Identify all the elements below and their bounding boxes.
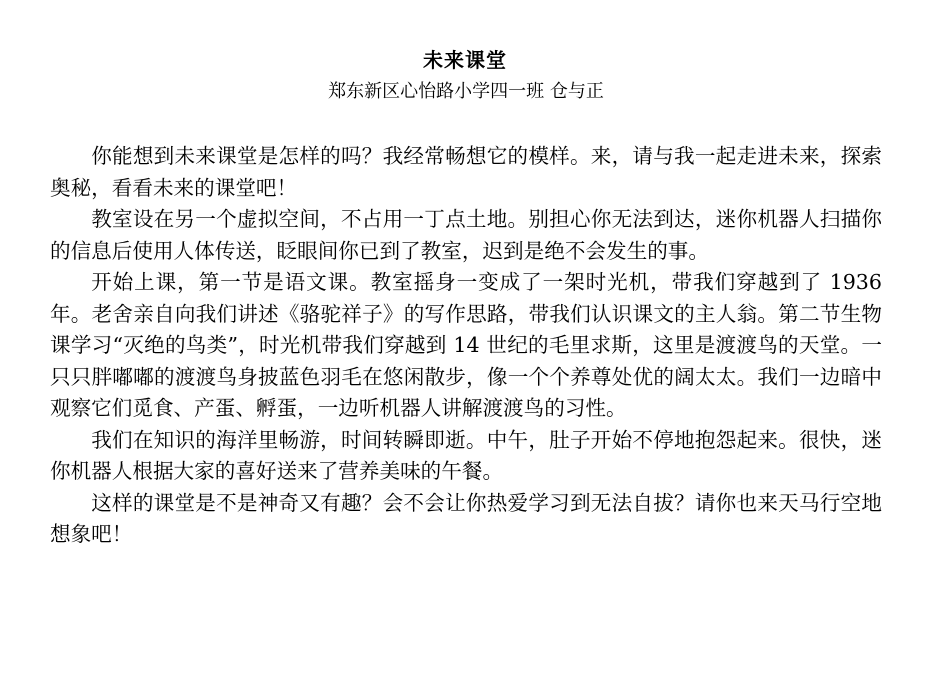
author-byline: 郑东新区心怡路小学四一班 仓与正	[328, 81, 604, 102]
essay-title: 未来课堂	[423, 48, 507, 72]
essay-body	[50, 141, 882, 551]
paragraph-2: 教室设在另一个虚拟空间，不占用一丁点土地。别担心你无法到达，迷你机器人扫描你的信息后使用人体传送，眨眼间你已到了教室，迟到是绝不会发生的事。	[50, 207, 882, 263]
paragraph-1: 你能想到未来课堂是怎样的吗？我经常畅想它的模样。来，请与我一起走进未来，探索奥秘，看看未来的课堂吧！	[50, 144, 882, 200]
paragraph-5: 这样的课堂是不是神奇又有趣？会不会让你热爱学习到无法自拔？请你也来天马行空地想象吧！	[50, 490, 882, 546]
paragraph-3: 开始上课，第一节是语文课。教室摇身一变成了一架时光机，带我们穿越到了 1936 年。老舍亲自向我们讲述《骆驼祥子》的写作思路，带我们认识课文的主人翁。第二节生物课学习“灭绝的鸟类”，时光机带我们穿越到 14 世纪的毛里求斯，这里是渡渡鸟的天堂。一只只胖嘟嘟的渡渡鸟身披蓝色羽毛在悠闲散步，像一个个养尊处优的阔太太。我们一边暗中观察它们觅食、产蛋、孵蛋，一边听机器人讲解渡渡鸟的习性。	[50, 270, 882, 420]
paragraph-4: 我们在知识的海洋里畅游，时间转瞬即逝。中午，肚子开始不停地抱怨起来。很快，迷你机器人根据大家的喜好送来了营养美味的午餐。	[50, 427, 882, 483]
